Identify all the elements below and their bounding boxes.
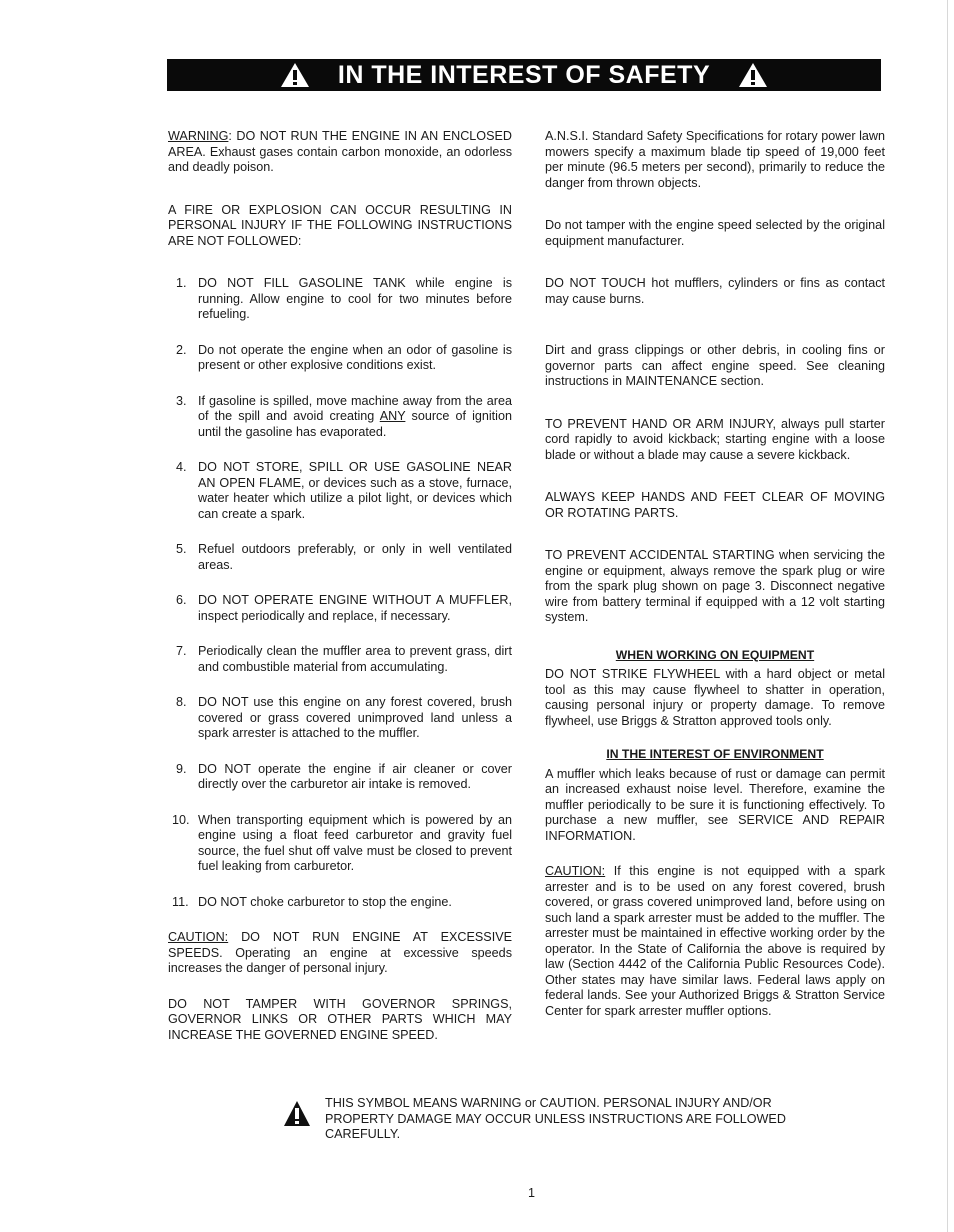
equipment-heading: WHEN WORKING ON EQUIPMENT [615, 647, 815, 662]
list-item: 8. DO NOT use this engine on any forest covered, brush covered or grass covered unimproved land unless a spark arrester is attached to the muffler. [176, 695, 512, 740]
warning-label: WARNING [168, 129, 229, 143]
warning-paragraph: WARNING: DO NOT RUN THE ENGINE IN AN ENCLOSED AREA. Exhaust gases contain carbon monoxide, an odorless and deadly poison. [168, 129, 512, 174]
fire-intro: A FIRE OR EXPLOSION CAN OCCUR RESULTING IN PERSONAL INJURY IF THE FOLLOWING INSTRUCTIONS ARE NOT FOLLOWED: [168, 202, 512, 248]
left-column [168, 129, 512, 1043]
page-edge-line [947, 0, 948, 1232]
warning-triangle-icon [283, 1100, 311, 1128]
list-item: 4. DO NOT STORE, SPILL OR USE GASOLINE NEAR AN OPEN FLAME, or devices such as a stove, furnace, water heater which utilize a pilot light, or devices which can create a spark. [176, 460, 512, 521]
hand-paragraph: TO PREVENT HAND OR ARM INJURY, always pull starter cord rapidly to avoid kickback; starting engine with a loose blade or without a blade may cause a severe kickback. [545, 416, 885, 462]
list-item: 9. DO NOT operate the engine if air cleaner or cover directly over the carburetor air intake is removed. [176, 761, 512, 791]
page-number: 1 [528, 1186, 536, 1200]
list-item: 11. DO NOT choke carburetor to stop the engine. [172, 894, 452, 909]
legend-text: THIS SYMBOL MEANS WARNING or CAUTION. PERSONAL INJURY AND/OR PROPERTY DAMAGE MAY OCCUR UNLESS INSTRUCTIONS ARE FOLLOWED CAREFULLY. [325, 1096, 786, 1141]
list-item: 1. DO NOT FILL GASOLINE TANK while engine is running. Allow engine to cool for two minutes before refueling. [176, 276, 512, 321]
list-item: 10. When transporting equipment which is powered by an engine using a float feed carburetor and gravity fuel source, the fuel shut off valve must be closed to prevent fuel leaking from carburetor. [172, 812, 512, 873]
caution-label: CAUTION: [168, 930, 229, 944]
list-item: 2. Do not operate the engine when an odor of gasoline is present or other explosive conditions exist. [176, 342, 512, 372]
caution-paragraph: CAUTION: DO NOT RUN ENGINE AT EXCESSIVE SPEEDS. Operating an engine at excessive speeds increases the danger of personal injury. [168, 930, 512, 975]
equipment-paragraph: DO NOT STRIKE FLYWHEEL with a hard object or metal tool as this may cause flywheel to shatter in operation, causing personal injury or property damage. To remove flywheel, use Briggs & Stratton approved tools only. [545, 667, 885, 728]
list-item: 6. DO NOT OPERATE ENGINE WITHOUT A MUFFLER, inspect periodically and replace, if necessary. [176, 593, 512, 623]
speed-paragraph: Do not tamper with the engine speed selected by the original equipment manufacturer. [545, 218, 885, 248]
safety-banner [167, 59, 881, 91]
caution-label: CAUTION: [545, 864, 606, 878]
feet-paragraph: ALWAYS KEEP HANDS AND FEET CLEAR OF MOVING OR ROTATING PARTS. [545, 490, 885, 520]
accidental-paragraph: TO PREVENT ACCIDENTAL STARTING when servicing the engine or equipment, always remove the spark plug or wire from the spark plug shown on page 3. Disconnect negative wire from battery terminal if equipped with a 12 volt starting system. [545, 548, 885, 624]
governor-paragraph: DO NOT TAMPER WITH GOVERNOR SPRINGS, GOVERNOR LINKS OR OTHER PARTS WHICH MAY INCREASE THE GOVERNED ENGINE SPEED. [168, 996, 512, 1042]
dirt-paragraph: Dirt and grass clippings or other debris, in cooling fins or governor parts can affect engine speed. See cleaning instructions in MAINTENANCE section. [545, 343, 885, 388]
environment-paragraph: A muffler which leaks because of rust or damage can permit an increased exhaust noise level. Therefore, examine the muffler periodically to be sure it is functioning effectively. To purchase a new muffler, see SERVICE AND REPAIR INFORMATION. [545, 766, 885, 843]
touch-paragraph: DO NOT TOUCH hot mufflers, cylinders or fins as contact may cause burns. [545, 276, 885, 306]
environment-heading: IN THE INTEREST OF ENVIRONMENT [606, 747, 824, 761]
warning-triangle-icon [280, 62, 310, 88]
symbol-legend [283, 1096, 803, 1143]
right-column [545, 129, 885, 1019]
page-title: IN THE INTEREST OF SAFETY [337, 60, 711, 89]
ansi-paragraph: A.N.S.I. Standard Safety Specifications for rotary power lawn mowers specify a maximum blade tip speed of 19,000 feet per minute (96.5 meters per second), primarily to reduce the danger from thrown objects. [545, 129, 885, 190]
caution-paragraph: CAUTION: If this engine is not equipped with a spark arrester and is to be used on any forest covered, brush covered, or grass covered unimproved land, before using on such land a spark arrester must be added to the muffler. The arrester must be maintained in effective working order by the operator. In the State of California the above is required by law (Section 4442 of the California Public Resources Code). Other states may have similar laws. Federal laws apply on federal lands. See your Authorized Briggs & Stratton Service Center for spark arrester muffler options. [545, 864, 885, 1018]
list-item: 7. Periodically clean the muffler area to prevent grass, dirt and combustible material from accumulating. [176, 644, 512, 674]
list-item: 3. If gasoline is spilled, move machine away from the area of the spill and avoid creating ANY source of ignition until the gasoline has evaporated. [176, 393, 512, 439]
list-item: 5. Refuel outdoors preferably, or only in well ventilated areas. [176, 542, 512, 572]
warning-triangle-icon [738, 62, 768, 88]
